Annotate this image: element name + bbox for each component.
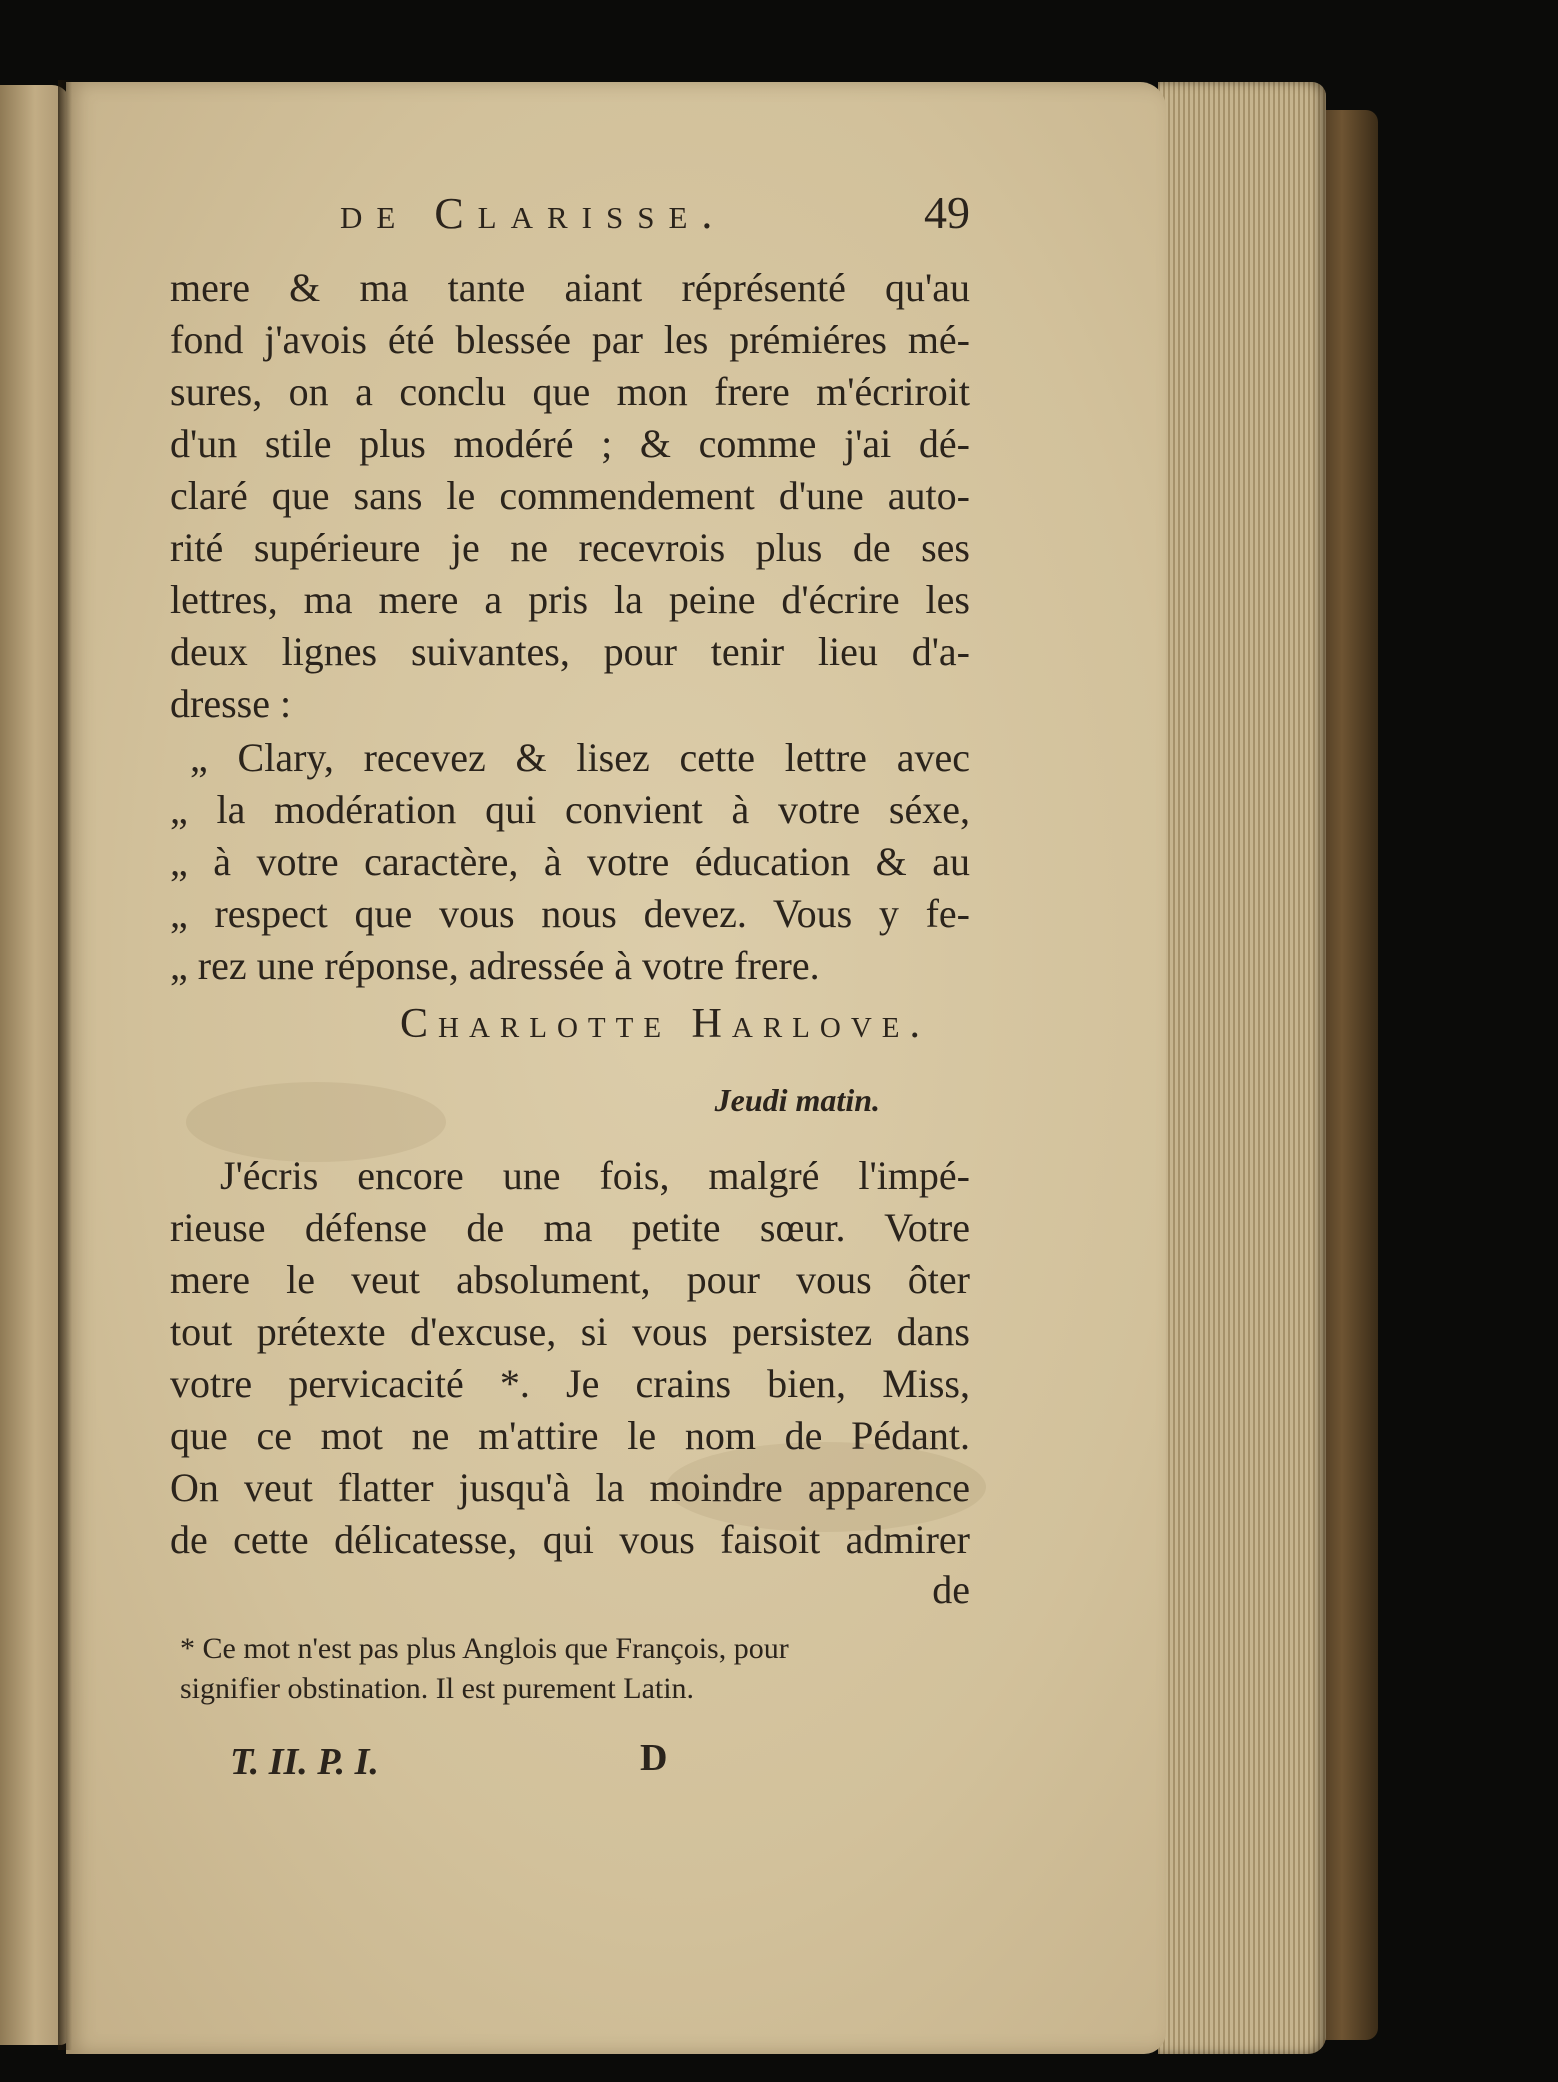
gutter-shadow (58, 80, 72, 2050)
text-line: On veut flatter jusqu'à la moindre apparence (170, 1465, 970, 1510)
page-edges (1158, 82, 1326, 2054)
letter-signature: Charlotte Harlove. (400, 1001, 930, 1047)
quote-line: „ respect que vous nous devez. Vous y fe- (170, 891, 970, 936)
running-head (170, 180, 970, 240)
text-line: mere & ma tante aiant réprésenté qu'au (170, 265, 970, 310)
text-line: que ce mot ne m'attire le nom de Pédant. (170, 1413, 970, 1458)
footnote-line: signifier obstination. Il est purement Latin. (180, 1672, 695, 1705)
text-line: d'un stile plus modéré ; & comme j'ai dé- (170, 421, 970, 466)
quote-line: „ Clary, recevez & lisez cette lettre avec (190, 735, 970, 780)
text-line: rieuse défense de ma petite sœur. Votre (170, 1205, 970, 1250)
text-line: tout prétexte d'excuse, si vous persistez dans (170, 1309, 970, 1354)
text-line: deux lignes suivantes, pour tenir lieu d'a- (170, 629, 970, 674)
text-line: de cette délicatesse, qui vous faisoit admirer (170, 1517, 970, 1562)
quote-line: „ rez une réponse, adressée à votre frere. (170, 943, 820, 988)
footnote-line: * Ce mot n'est pas plus Anglois que François, pour (180, 1632, 789, 1665)
book-cover (1318, 110, 1378, 2040)
volume-mark: T. II. P. I. (230, 1741, 379, 1783)
text-line: rité supérieure je ne recevrois plus de ses (170, 525, 970, 570)
text-line: mere le veut absolument, pour vous ôter (170, 1257, 970, 1302)
quote-line: „ à votre caractère, à votre éducation & au (170, 839, 970, 884)
gathering-mark: D (640, 1737, 668, 1779)
page-number: 49 (924, 187, 970, 238)
letter-dateline: Jeudi matin. (714, 1082, 880, 1118)
text-line: dresse : (170, 681, 292, 726)
text-line: lettres, ma mere a pris la peine d'écrire les (170, 577, 970, 622)
running-head-title: de Clarisse. (340, 189, 727, 238)
text-line: votre pervicacité *. Je crains bien, Miss, (170, 1361, 970, 1406)
text-line: sures, on a conclu que mon frere m'écriroit (170, 369, 970, 414)
catchword: de (932, 1567, 970, 1612)
text-line: J'écris encore une fois, malgré l'impé- (220, 1153, 970, 1198)
quote-line: „ la modération qui convient à votre séxe, (170, 787, 970, 832)
text-line: fond j'avois été blessée par les prémiéres mé- (170, 317, 970, 362)
text-line: claré que sans le commendement d'une auto- (170, 473, 970, 518)
